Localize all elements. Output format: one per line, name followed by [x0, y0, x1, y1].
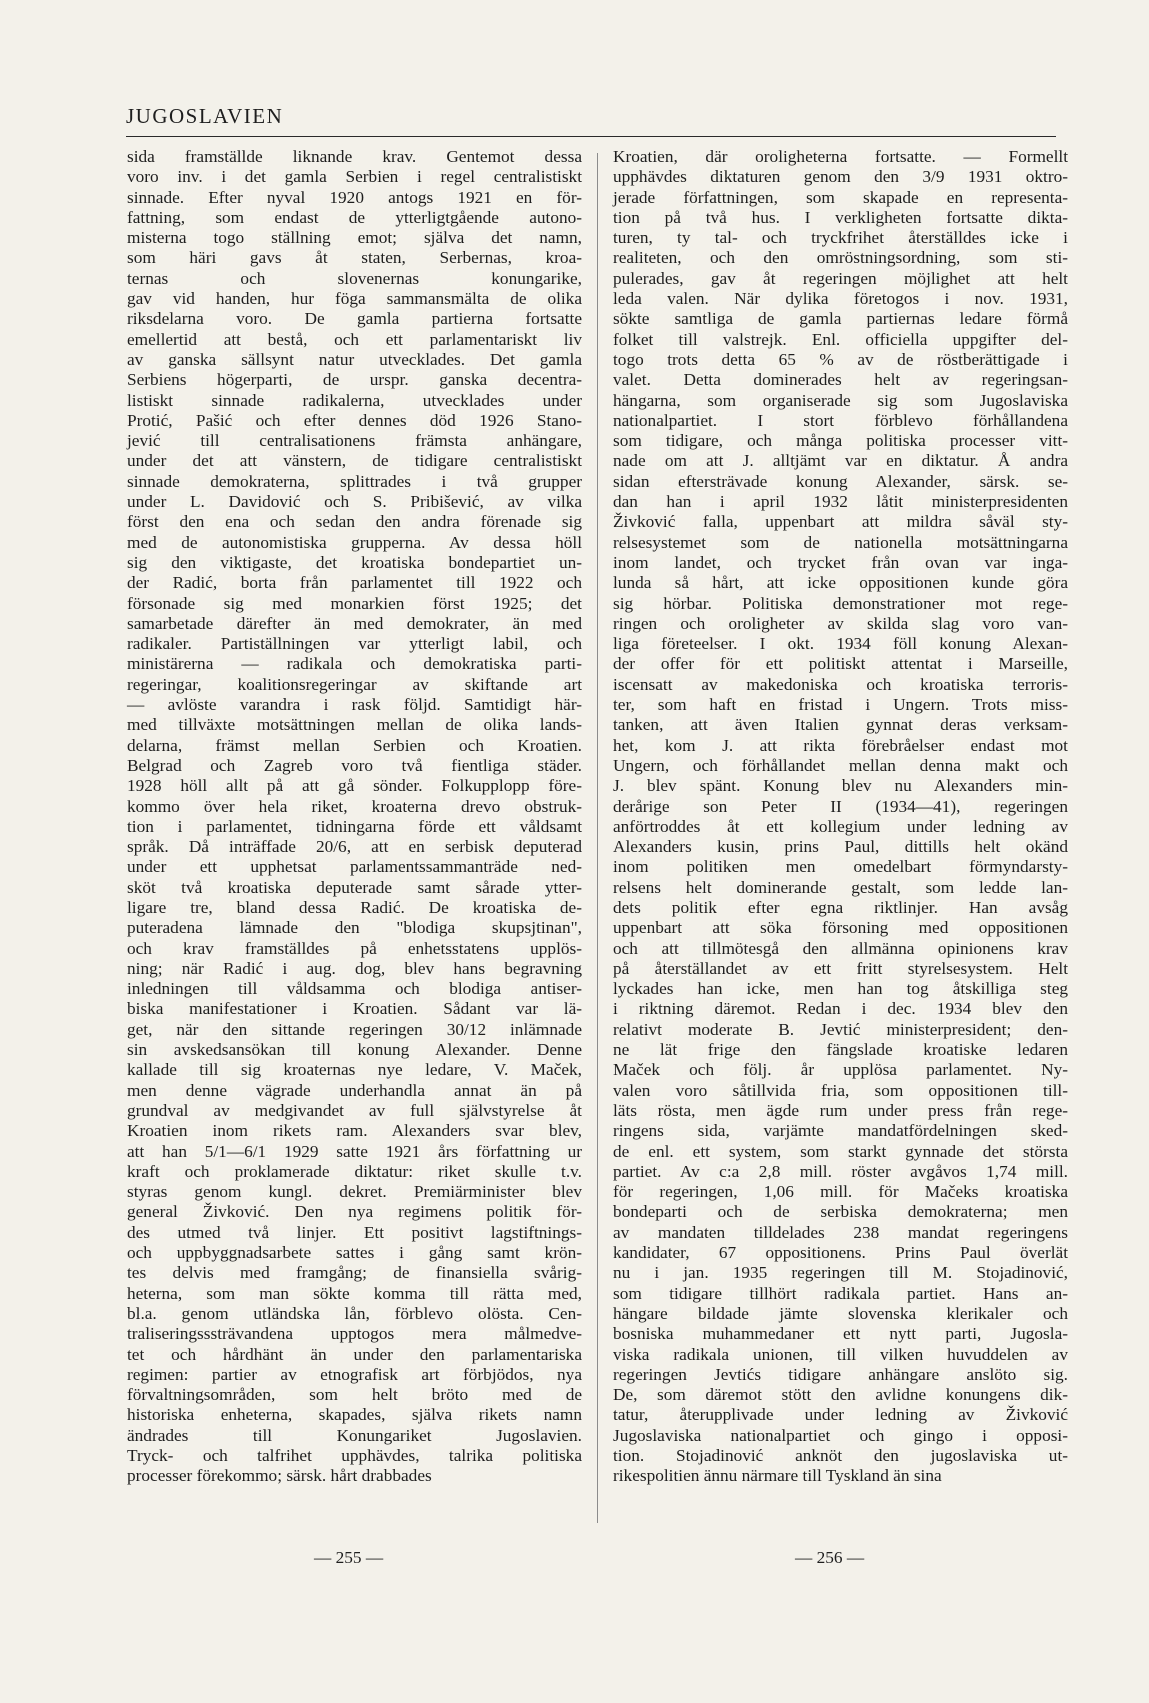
- text-line: dan han i april 1932 låtit ministerpresidenten: [613, 492, 1068, 512]
- right-column: [613, 147, 1068, 1487]
- text-line: Belgrad och Zagreb voro två fientliga städer.: [127, 755, 582, 775]
- text-line: jerade författningen, som skapade en representa-: [613, 187, 1068, 207]
- text-line: tatur, återupplivade under ledning av Živković: [613, 1405, 1068, 1425]
- text-line: Živković falla, uppenbart att mildra såväl sty-: [613, 512, 1068, 532]
- text-line: som häri gavs åt staten, Serbernas, kroa-: [127, 248, 582, 268]
- text-line: regeringar, koalitionsregeringar av skiftande art: [127, 674, 582, 694]
- text-line: nu i jan. 1935 regeringen till M. Stojadinović,: [613, 1263, 1068, 1283]
- text-line: sig den viktigaste, det kroatiska bondepartiet un-: [127, 552, 582, 572]
- text-line: het, kom J. att rikta förebråelser endast mot: [613, 735, 1068, 755]
- text-line: och att tillmötesgå den allmänna opinionens krav: [613, 938, 1068, 958]
- text-line: listiskt sinnade radikalerna, utvecklades under: [127, 390, 582, 410]
- text-line: med de autonomistiska grupperna. Av dessa höll: [127, 532, 582, 552]
- text-line: riksdelarna voro. De gamla partierna fortsatte: [127, 309, 582, 329]
- text-line: Alexanders kusin, prins Paul, dittills helt okänd: [613, 837, 1068, 857]
- text-line: under det att vänstern, de tidigare centralistiskt: [127, 451, 582, 471]
- text-line: voro inv. i det gamla Serbien i regel centralistiskt: [127, 167, 582, 187]
- text-line: av ganska sällsynt natur utvecklades. Det gamla: [127, 349, 582, 369]
- text-line: dets politik efter egna riktlinjer. Han avsåg: [613, 897, 1068, 917]
- text-line: Kroatien inom rikets ram. Alexanders svar blev,: [127, 1121, 582, 1141]
- text-line: upphävdes diktaturen genom den 3/9 1931 oktro-: [613, 167, 1068, 187]
- text-line: ligare tre, bland dessa Radić. De kroatiska de-: [127, 897, 582, 917]
- text-line: av mandaten tilldelades 238 mandat regeringens: [613, 1222, 1068, 1242]
- text-line: att han 5/1—6/1 1929 satte 1921 års författning ur: [127, 1141, 582, 1161]
- text-line: tes delvis med framgång; de finansiella svårig-: [127, 1263, 582, 1283]
- text-line: hängarna, som organiserade sig som Jugoslaviska: [613, 390, 1068, 410]
- text-line: ning; när Radić i aug. dog, blev hans begravning: [127, 958, 582, 978]
- text-line: inledningen till våldsamma och blodiga antiser-: [127, 979, 582, 999]
- text-line: inom landet, och trycket från ovan var inga-: [613, 552, 1068, 572]
- text-line: fattning, som endast de ytterligtgående autono-: [127, 207, 582, 227]
- text-line: regeringen Jevtićs tidigare anhängare anslöto sig.: [613, 1364, 1068, 1384]
- text-line: nade om att J. alltjämt var en diktatur. Å andra: [613, 451, 1068, 471]
- text-line: sig hörbar. Politiska demonstrationer mot rege-: [613, 593, 1068, 613]
- text-line: valet. Detta dominerades helt av regeringsan-: [613, 370, 1068, 390]
- page-number-right: — 256 —: [795, 1548, 865, 1567]
- text-line: tion på två hus. I verkligheten fortsatte dikta-: [613, 207, 1068, 227]
- text-line: leda valen. När dylika företogos i nov. 1931,: [613, 289, 1068, 309]
- text-line: biska manifestationer i Kroatien. Sådant var lä-: [127, 999, 582, 1019]
- text-line: sida framställde liknande krav. Gentemot dessa: [127, 147, 582, 166]
- text-line: hängare bildade jämte slovenska klerikaler och: [613, 1303, 1068, 1323]
- text-line: puteradena lämnade den "blodiga skupsjtinan",: [127, 918, 582, 938]
- text-line: tion. Stojadinović anknöt den jugoslaviska ut-: [613, 1446, 1068, 1465]
- text-line: De, som däremot stött den avlidne konungens dik-: [613, 1385, 1068, 1405]
- text-line: jević till centralisationens främsta anhängare,: [127, 431, 582, 451]
- text-line: relsens helt dominerande gestalt, som ledde lan-: [613, 877, 1068, 897]
- text-line: samarbetade därefter än med demokrater, än med: [127, 613, 582, 633]
- text-line: Maček och följ. år upplösa parlamentet. Ny-: [613, 1060, 1068, 1080]
- text-line: uppenbart att söka försoning med oppositionen: [613, 918, 1068, 938]
- text-line: språk. Då inträffade 20/6, att en serbisk deputerad: [127, 837, 582, 857]
- text-line: des utmed två linjer. Ett positivt lagstiftnings-: [127, 1222, 582, 1242]
- text-line: försonade sig med monarkien först 1925; det: [127, 593, 582, 613]
- text-line: derårige son Peter II (1934—41), regeringen: [613, 796, 1068, 816]
- text-line: valen voro såtillvida fria, som oppositionen till-: [613, 1080, 1068, 1100]
- text-line: Tryck- och talfrihet upphävdes, talrika politiska: [127, 1446, 582, 1465]
- text-line: men denne vägrade underhandla annat än på: [127, 1080, 582, 1100]
- text-line: och krav framställdes på enhetsstatens upplös-: [127, 938, 582, 958]
- text-line: liga företeelser. I okt. 1934 föll konung Alexan-: [613, 634, 1068, 654]
- text-line: processer förekommo; särsk. hårt drabbades: [127, 1466, 432, 1486]
- text-line: först den ena och sedan den andra förenade sig: [127, 512, 582, 532]
- text-line: viska radikala unionen, till vilken huvuddelen av: [613, 1344, 1068, 1364]
- text-line: kommo över hela riket, kroaterna drevo obstruk-: [127, 796, 582, 816]
- text-line: Protić, Pašić och efter dennes död 1926 Stano-: [127, 410, 582, 430]
- text-line: med tillväxte motsättningen mellan de olika lands-: [127, 715, 582, 735]
- text-line: — avlöste varandra i rask följd. Samtidigt här-: [127, 695, 582, 715]
- text-line: traliseringsssträvandena upptogos mera målmedve-: [127, 1324, 582, 1344]
- text-line: rikespolitien ännu närmare till Tyskland än sina: [613, 1466, 942, 1486]
- text-line: kraft och proklamerade diktatur: riket skulle t.v.: [127, 1161, 582, 1181]
- text-line: turen, ty tal- och tryckfrihet återställdes icke i: [613, 228, 1068, 248]
- text-line: iscensatt av makedoniska och kroatiska terroris-: [613, 674, 1068, 694]
- text-line: ringen och oroligheter av skilda slag voro van-: [613, 613, 1068, 633]
- text-line: ne lät frige den fängslade kroatiske ledaren: [613, 1040, 1068, 1060]
- text-line: der Radić, borta från parlamentet till 1922 och: [127, 573, 582, 593]
- text-line: bl.a. genom utländska lån, förblevo olösta. Cen-: [127, 1303, 582, 1323]
- text-line: historiska enheterna, skapades, själva rikets namn: [127, 1405, 582, 1425]
- text-line: läts rösta, men ägde rum under press från rege-: [613, 1100, 1068, 1120]
- text-line: delarna, främst mellan Serbien och Kroatien.: [127, 735, 582, 755]
- text-line: tanken, att även Italien gynnat deras verksam-: [613, 715, 1068, 735]
- text-line: sin avskedsansökan till konung Alexander. Denne: [127, 1040, 582, 1060]
- text-line: på återställandet av ett fritt styrelsesystem. Helt: [613, 958, 1068, 978]
- text-line: relativt moderate B. Jevtić ministerpresident; den-: [613, 1019, 1068, 1039]
- text-line: pulerades, gav åt regeringen möjlighet att helt: [613, 268, 1068, 288]
- text-line: get, när den sittande regeringen 30/12 inlämnade: [127, 1019, 582, 1039]
- text-line: 1928 höll allt på att gå sönder. Folkupplopp före-: [127, 776, 582, 796]
- text-line: för regeringen, 1,06 mill. för Mačeks kroatiska: [613, 1182, 1068, 1202]
- text-line: der offer för ett politiskt attentat i Marseille,: [613, 654, 1068, 674]
- text-line: sidan eftersträvade konung Alexander, särsk. se-: [613, 471, 1068, 491]
- running-header: JUGOSLAVIEN: [126, 104, 284, 128]
- text-line: sökte samtliga de gamla partiernas ledare förmå: [613, 309, 1068, 329]
- text-line: Kroatien, där oroligheterna fortsatte. — Formellt: [613, 147, 1068, 166]
- text-line: realiteten, och den omröstningsordning, som sti-: [613, 248, 1068, 268]
- text-line: radikaler. Partiställningen var ytterligt labil, och: [127, 634, 582, 654]
- left-column: [127, 147, 582, 1487]
- text-line: regimen: partier av etnografisk art förbjödos, nya: [127, 1364, 582, 1384]
- text-line: folket till valstrejk. Enl. officiella uppgifter del-: [613, 329, 1068, 349]
- text-line: misterna togo ställning emot; själva det namn,: [127, 228, 582, 248]
- text-line: under L. Davidović och S. Pribišević, av vilka: [127, 492, 582, 512]
- text-line: general Živković. Den nya regimens politik för-: [127, 1202, 582, 1222]
- text-line: ministärerna — radikala och demokratiska parti-: [127, 654, 582, 674]
- text-line: bosniska muhammedaner ett nytt parti, Jugosla-: [613, 1324, 1068, 1344]
- text-line: kandidater, 67 oppositionens. Prins Paul överlät: [613, 1243, 1068, 1263]
- text-line: förvaltningsområden, som helt bröto med de: [127, 1385, 582, 1405]
- text-line: ternas och slovenernas konungarike,: [127, 268, 582, 288]
- text-line: gav vid handen, hur föga sammansmälta de olika: [127, 289, 582, 309]
- text-line: tion i parlamentet, tidningarna förde ett våldsamt: [127, 816, 582, 836]
- text-line: bondeparti och de serbiska demokraterna; men: [613, 1202, 1068, 1222]
- text-line: lyckades han icke, men han tog åtskilliga steg: [613, 979, 1068, 999]
- text-line: ringens sida, varjämte mandatfördelningen sked-: [613, 1121, 1068, 1141]
- text-line: som tidigare tillhört radikala partiet. Hans an-: [613, 1283, 1068, 1303]
- text-line: ändrades till Konungariket Jugoslavien.: [127, 1425, 582, 1445]
- text-line: grundval av medgivandet av full självstyrelse åt: [127, 1100, 582, 1120]
- text-line: ter, som haft en fristad i Ungern. Trots miss-: [613, 695, 1068, 715]
- text-line: partiet. Av c:a 2,8 mill. röster avgåvos 1,74 mill.: [613, 1161, 1068, 1181]
- text-line: togo trots detta 65 % av de röstberättigade i: [613, 349, 1068, 369]
- text-line: tet och hårdhänt än under den parlamentariska: [127, 1344, 582, 1364]
- header-rule: [126, 136, 1056, 137]
- text-line: sinnade. Efter nyval 1920 antogs 1921 en för-: [127, 187, 582, 207]
- text-line: de enl. ett system, som starkt gynnade det största: [613, 1141, 1068, 1161]
- text-line: Ungern, och förhållandet mellan denna makt och: [613, 755, 1068, 775]
- text-line: heterna, som man sökte komma till rätta med,: [127, 1283, 582, 1303]
- text-line: som tidigare, och många politiska processer vitt-: [613, 431, 1068, 451]
- text-line: kallade till sig kroaternas nye ledare, V. Maček,: [127, 1060, 582, 1080]
- text-line: sköt två kroatiska deputerade samt sårade ytter-: [127, 877, 582, 897]
- text-line: sinnade demokraterna, splittrades i två grupper: [127, 471, 582, 491]
- text-line: under ett upphetsat parlamentssammanträde ned-: [127, 857, 582, 877]
- text-line: anförtroddes åt ett kollegium under ledning av: [613, 816, 1068, 836]
- text-line: relsesystemet som de nationella motsättningarna: [613, 532, 1068, 552]
- text-line: lunda så hårt, att icke oppositionen kunde göra: [613, 573, 1068, 593]
- text-line: nationalpartiet. I stort förblevo förhållandena: [613, 410, 1068, 430]
- text-line: och uppbyggnadsarbete sattes i gång samt krön-: [127, 1243, 582, 1263]
- text-line: Jugoslaviska nationalpartiet och gingo i opposi-: [613, 1425, 1068, 1445]
- column-divider: [597, 153, 598, 1523]
- text-line: inom politiken men omedelbart förmyndarsty-: [613, 857, 1068, 877]
- text-line: i riktning däremot. Redan i dec. 1934 blev den: [613, 999, 1068, 1019]
- text-line: styras genom kungl. dekret. Premiärminister blev: [127, 1182, 582, 1202]
- text-line: Serbiens högerparti, de urspr. ganska decentra-: [127, 370, 582, 390]
- text-line: emellertid att bestå, och ett parlamentariskt liv: [127, 329, 582, 349]
- page-number-left: — 255 —: [314, 1548, 384, 1567]
- text-line: J. blev spänt. Konung blev nu Alexanders min-: [613, 776, 1068, 796]
